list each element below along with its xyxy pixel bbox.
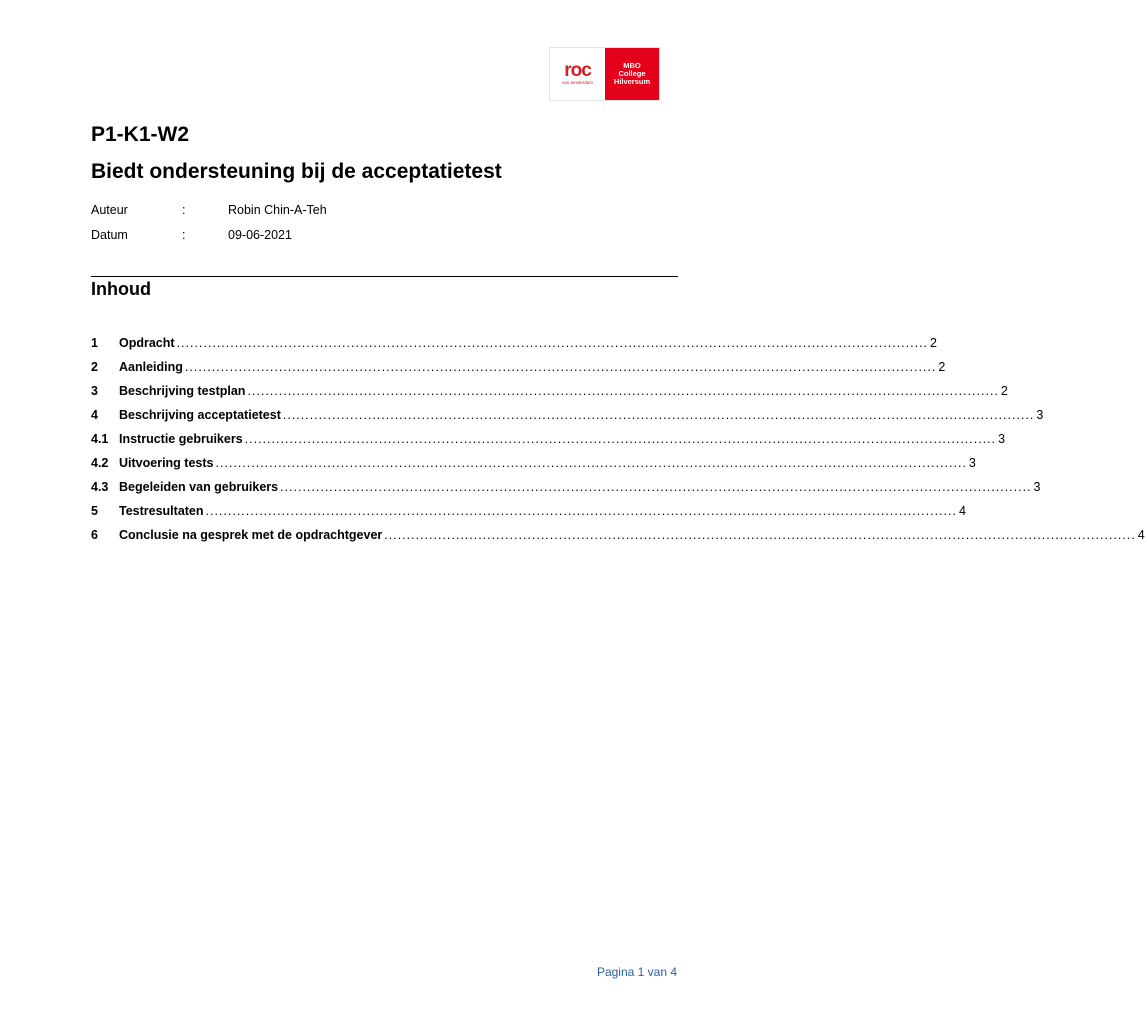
toc-page-number: 3 xyxy=(1036,408,1044,422)
logo-line: Hilversum xyxy=(613,77,651,86)
toc-label: Instructie gebruikers xyxy=(119,432,243,446)
toc-entry[interactable] xyxy=(91,336,937,360)
toc-entry[interactable] xyxy=(91,480,1041,504)
toc-number: 6 xyxy=(91,528,98,542)
toc-number: 4.3 xyxy=(91,480,109,494)
meta-key: Datum xyxy=(91,228,128,242)
toc-entry[interactable] xyxy=(91,360,946,384)
toc-leader: ........................................................................................................................................................................ xyxy=(280,480,1032,494)
toc-label: Conclusie na gesprek met de opdrachtgever xyxy=(119,528,383,542)
toc-leader: ........................................................................................................................................................................ xyxy=(244,432,997,446)
toc-leader: ........................................................................................................................................................................ xyxy=(205,504,957,518)
toc-page-number: 3 xyxy=(1033,480,1041,494)
toc-page-number: 4 xyxy=(1137,528,1145,542)
toc-label: Beschrijving acceptatietest xyxy=(119,408,281,422)
toc-page-number: 3 xyxy=(998,432,1006,446)
toc-label: Beschrijving testplan xyxy=(119,384,246,398)
meta-value: Robin Chin-A-Teh xyxy=(228,203,327,217)
toc-entry[interactable] xyxy=(91,504,966,528)
meta-separator: : xyxy=(182,203,186,217)
toc-page-number: 2 xyxy=(938,360,946,374)
roc-logo-subtext: van amsterdam xyxy=(561,80,593,85)
toc-number: 1 xyxy=(91,336,98,350)
roc-logo-text: roc xyxy=(564,60,591,81)
logo-line: College xyxy=(618,69,646,78)
page-footer: Pagina 1 van 4 xyxy=(596,965,677,979)
roc-logo-mark xyxy=(550,48,605,100)
toc-entry[interactable] xyxy=(91,432,1006,456)
toc-label: Begeleiden van gebruikers xyxy=(119,480,279,494)
toc-number: 2 xyxy=(91,360,98,374)
toc-entry[interactable] xyxy=(91,408,1044,432)
toc-number: 3 xyxy=(91,384,98,398)
toc-number: 4 xyxy=(91,408,98,422)
document-title: Biedt ondersteuning bij de acceptatietest xyxy=(91,160,502,183)
toc-label: Aanleiding xyxy=(119,360,183,374)
college-logo xyxy=(549,47,660,101)
toc-number: 5 xyxy=(91,504,98,518)
toc-entry[interactable] xyxy=(91,456,976,480)
toc-page-number: 3 xyxy=(968,456,976,470)
mbo-college-label xyxy=(605,48,659,100)
toc-leader: ........................................................................................................................................................................ xyxy=(215,456,967,470)
toc-page-number: 2 xyxy=(930,336,937,350)
logo-line: MBO xyxy=(623,61,641,70)
table-of-contents xyxy=(91,336,1145,552)
meta-key: Auteur xyxy=(91,203,128,217)
toc-entry[interactable] xyxy=(91,528,1145,552)
toc-label: Uitvoering tests xyxy=(119,456,214,470)
document-code: P1-K1-W2 xyxy=(91,123,190,146)
toc-label: Opdracht xyxy=(119,336,175,350)
toc-leader: ........................................................................................................................................................................ xyxy=(176,336,929,350)
toc-label: Testresultaten xyxy=(119,504,204,518)
toc-leader: ........................................................................................................................................................................ xyxy=(247,384,999,398)
toc-number: 4.2 xyxy=(91,456,109,470)
toc-heading: Inhoud xyxy=(91,279,151,299)
meta-separator: : xyxy=(182,228,186,242)
meta-value: 09-06-2021 xyxy=(228,228,292,242)
toc-page-number: 4 xyxy=(958,504,966,518)
toc-entry[interactable] xyxy=(91,384,1008,408)
divider xyxy=(91,276,678,277)
toc-leader: ........................................................................................................................................................................ xyxy=(384,528,1136,542)
toc-leader: ........................................................................................................................................................................ xyxy=(184,360,937,374)
toc-leader: ........................................................................................................................................................................ xyxy=(282,408,1035,422)
toc-number: 4.1 xyxy=(91,432,109,446)
toc-page-number: 2 xyxy=(1000,384,1008,398)
